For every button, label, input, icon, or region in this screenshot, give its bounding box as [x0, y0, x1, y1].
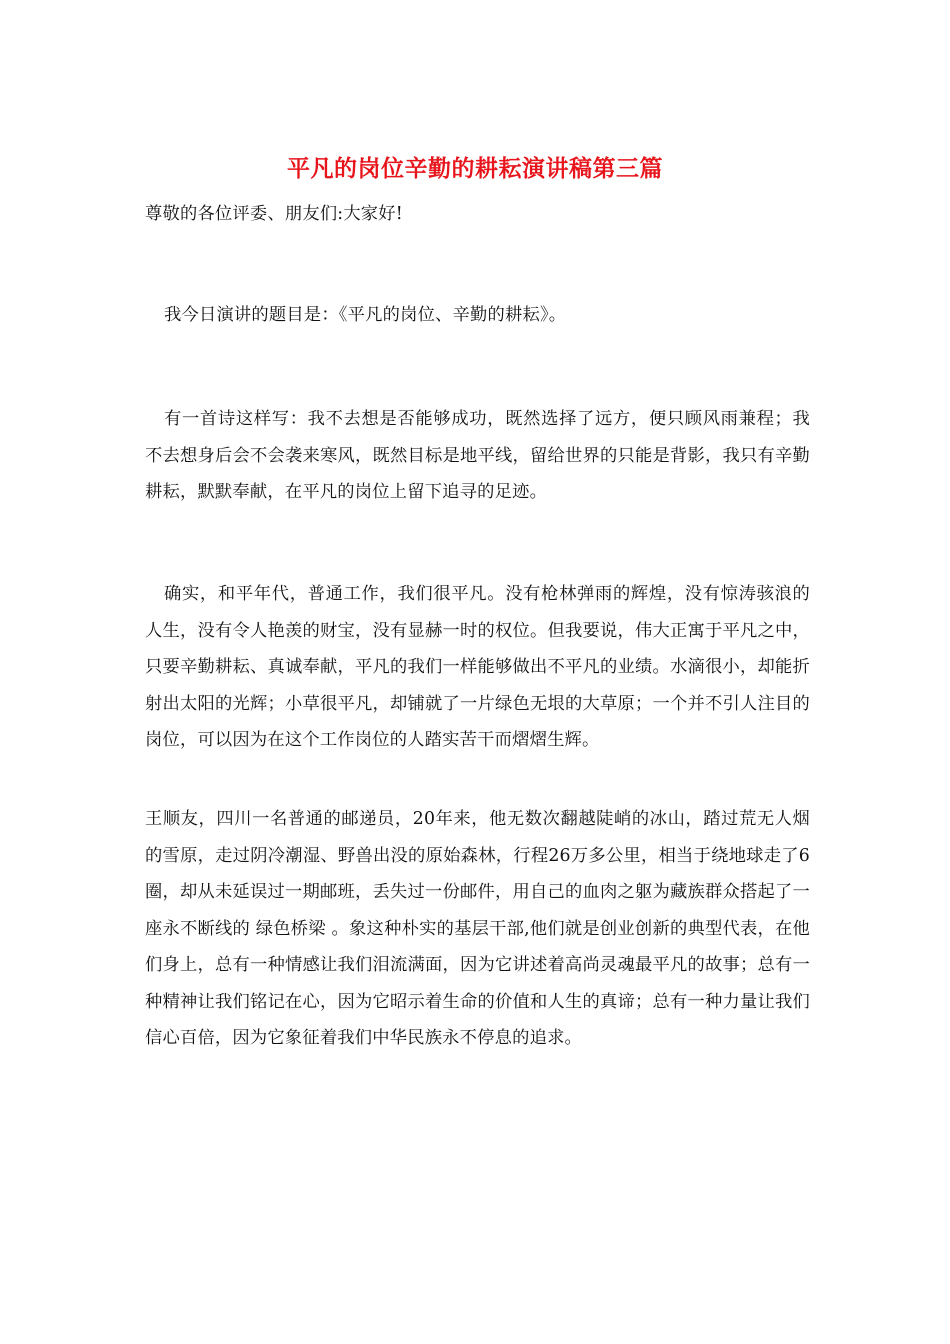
topic-paragraph: 我今日演讲的题目是：《平凡的岗位、辛勤的耕耘》。: [164, 305, 567, 325]
ordinary-work-paragraph: 确实，和平年代，普通工作，我们很平凡。没有枪林弹雨的辉煌，没有惊涛骇浪的人生，没有令人艳羡的财宝，没有显赫一时的权位。但我要说，伟大正寓于平凡之中，只要辛勤耕耘、真诚奉献，平凡的我们一样能够做出不平凡的业绩。水滴很小，却能折射出太阳的光辉；小草很平凡，却铺就了一片绿色无垠的大草原；一个并不引人注目的岗位，可以因为在这个工作岗位的人踏实苦干而熠熠生辉。: [145, 584, 810, 750]
greeting-paragraph: 尊敬的各位评委、朋友们:大家好!: [145, 204, 403, 224]
document-title: 平凡的岗位辛勤的耕耘演讲稿第三篇: [287, 155, 663, 182]
wang-shunyou-paragraph: 王顺友，四川一名普通的邮递员，20年来，他无数次翻越陡峭的冰山，踏过荒无人烟的雪原，走过阴冷潮湿、野兽出没的原始森林，行程26万多公里，相当于绕地球走了6圈，却从未延误过一期邮班，丢失过一份邮件，用自己的血肉之躯为藏族群众搭起了一座永不断线的 绿色桥梁 。象这种朴实的基层干部,他们就是创业创新的典型代表，在他们身上，总有一种情感让我们泪流满面，因为它讲述着高尚灵魂最平凡的故事；总有一种精神让我们铭记在心，因为它昭示着生命的价值和人生的真谛；总有一种力量让我们信心百倍，因为它象征着我们中华民族永不停息的追求。: [145, 809, 810, 1048]
poem-paragraph: 有一首诗这样写：我不去想是否能够成功，既然选择了远方，便只顾风雨兼程；我不去想身后会不会袭来寒风，既然目标是地平线，留给世界的只能是背影，我只有辛勤耕耘，默默奉献，在平凡的岗位上留下追寻的足迹。: [145, 409, 810, 502]
